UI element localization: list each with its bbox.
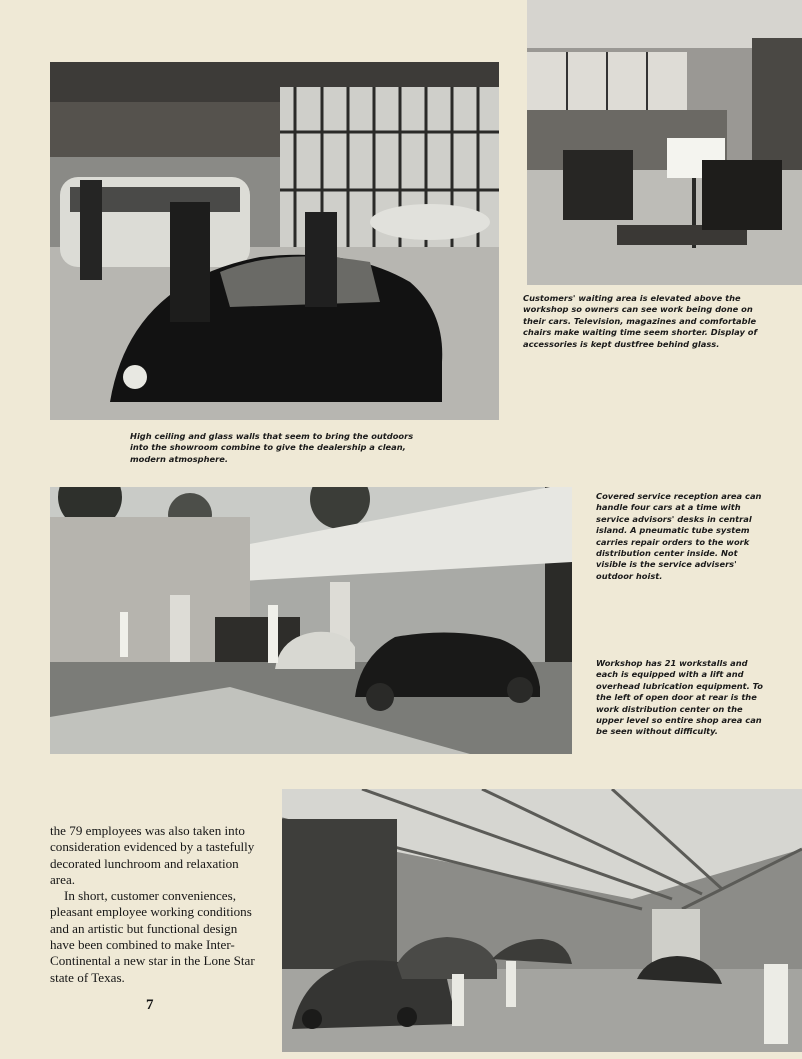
body-paragraph-1: the 79 employees was also taken into consideration evidenced by a tastefully decorated lunchroom and relaxation area. xyxy=(50,823,255,887)
workshop-photo xyxy=(282,789,802,1052)
waiting-area-photo xyxy=(527,0,802,285)
showroom-caption: High ceiling and glass walls that seem to bring the outdoors into the showroom combine to give the dealership a clean, modern atmosphere. xyxy=(130,431,414,464)
service-reception-photo xyxy=(50,487,572,754)
workshop-caption: Workshop has 21 workstalls and each is equipped with a lift and overhead lubrication equipment. To the left of open door at rear is the work distribution center on the upper level so entire shop area can be seen without difficulty. xyxy=(596,658,763,737)
service-reception-caption: Covered service reception area can handle four cars at a time with service advisors' desks in central island. A pneumatic tube system carries repair orders to the work distribution center inside. Not visible is the service advisers' outdoor hoist. xyxy=(596,491,762,581)
article-body xyxy=(50,823,264,986)
showroom-photo xyxy=(50,62,499,420)
waiting-area-caption: Customers' waiting area is elevated above the workshop so owners can see work being done on their cars. Television, magazines and comfortable chairs make waiting time seem shorter. Display of accessories is kept dustfree behind glass. xyxy=(523,293,758,349)
body-paragraph-2: In short, customer conveniences, pleasant employee working conditions and an artistic but functional design have been combined to make Inter-Continental a new star in the Lone Star state of Texas. xyxy=(50,888,255,985)
page-number: 7 xyxy=(146,997,154,1013)
